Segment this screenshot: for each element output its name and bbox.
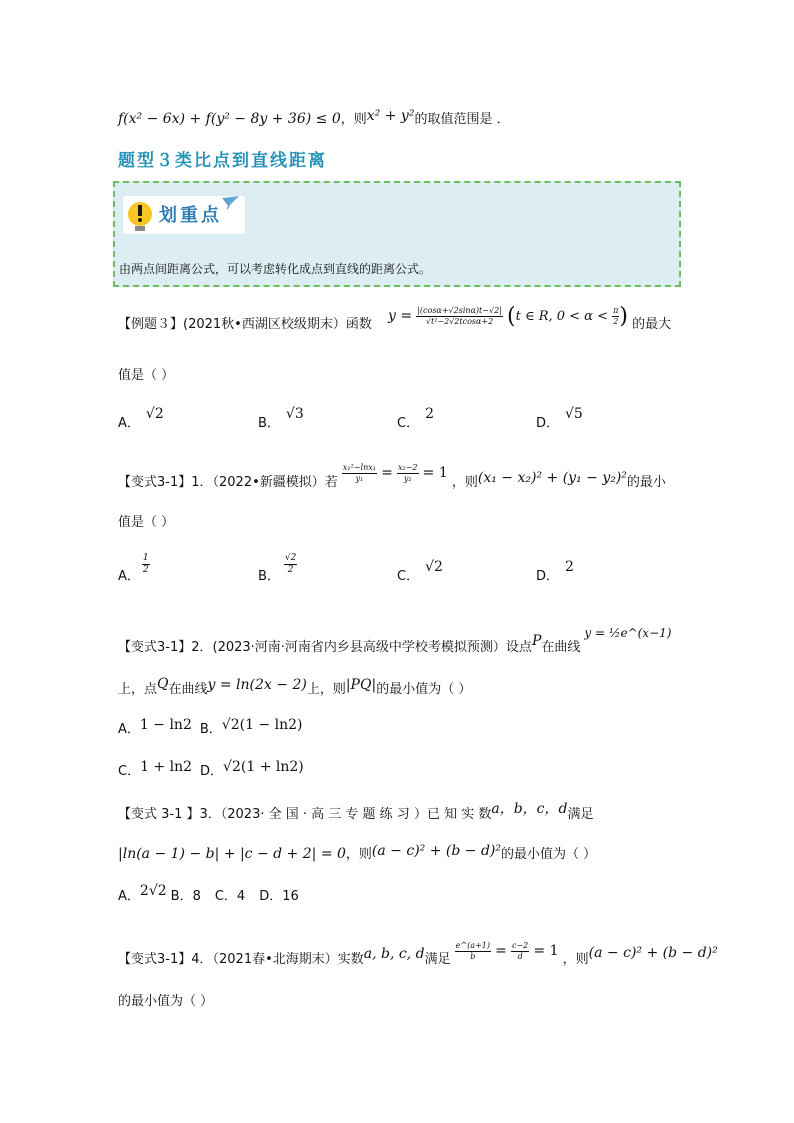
variant4-fraction-2 [511, 941, 529, 962]
variant2-text-b: 在曲线 [168, 682, 208, 697]
sqrt2-half-fraction [284, 553, 297, 576]
key-point-box [113, 181, 681, 287]
variant2-option-c[interactable]: 1 + ln2 [140, 759, 193, 775]
variant4-fraction-1 [455, 941, 491, 962]
variant1-option-d[interactable] [536, 559, 574, 584]
pi-numerator: π [613, 306, 619, 315]
variant1-line2: 值是（ ） [118, 515, 175, 530]
variant1-option-b[interactable] [258, 553, 297, 588]
equals-sign: = [381, 465, 393, 481]
fraction-denominator: 2 [287, 565, 294, 575]
variant4-prefix: 【变式3-1】4．（2021春•北海期末）实数 [118, 952, 364, 967]
example3-prefix: 【例题３】(2021秋•西湖区校级期末）函数 [118, 317, 372, 332]
variant3-option-b[interactable]: B．8 [170, 889, 201, 904]
variant3-option-c[interactable]: C．4 [214, 889, 246, 904]
variant3-options [118, 885, 299, 904]
prev-expression: f(x² − 6x) + f(y² − 8y + 36) ≤ 0 [118, 111, 341, 127]
example3-option-b[interactable] [258, 406, 304, 431]
example3-suffix: 的最大 [632, 317, 672, 332]
example3-option-d[interactable] [536, 406, 583, 431]
example3-condition: t ∈ R, 0 < α < [515, 309, 608, 324]
fraction-numerator: √2 [284, 553, 297, 563]
variant3-vars: a，b，c，d [491, 801, 568, 817]
prev-text-end: 的取值范围是 ． [414, 112, 510, 127]
variant3-line1 [118, 803, 593, 823]
pi-denominator: 2 [613, 317, 619, 326]
fraction-numerator: e^(a+1) [455, 941, 490, 950]
variant2-text-c: 上，则 [306, 682, 346, 697]
fraction-numerator: x₁²−lnx₁ [342, 463, 376, 472]
variant1-expression: (x₁ − x₂)² + (y₁ − y₂)² [477, 470, 627, 486]
variant2-mid: 在曲线 [541, 640, 581, 655]
option-label: C． [397, 416, 420, 431]
equals-one: = 1 [422, 465, 448, 481]
example3-numerator: |(cosα+√2sinα)t−√2| [417, 306, 502, 315]
variant2-options-row1 [118, 718, 302, 737]
variant1-fraction-1 [342, 463, 377, 484]
example3-option-a[interactable] [118, 406, 164, 431]
variant2-line2 [118, 678, 471, 697]
option-value: √5 [565, 406, 583, 422]
variant1-line1 [118, 463, 666, 493]
variant4-expression: (a − c)² + (b − d)² [588, 945, 718, 961]
variant3-suffix: 满足 [567, 807, 594, 822]
variant3-option-a[interactable]: 2√2 [139, 883, 167, 899]
option-label: A． [118, 889, 140, 904]
key-point-badge-label: 划重点 [159, 205, 222, 226]
example3-denominator: √t²−2√2tcosα+2 [425, 317, 494, 326]
curve-1: y = ½e^(x−1) [584, 626, 672, 640]
one-half-fraction [142, 553, 150, 576]
fraction-numerator: x₂−2 [397, 463, 418, 472]
example3-option-c[interactable] [397, 406, 434, 431]
option-value: √2 [425, 559, 443, 575]
fraction-denominator: 2 [142, 565, 149, 575]
variant2-option-b[interactable]: √2(1 − ln2) [221, 717, 303, 733]
variant4-vars: a, b, c, d [363, 946, 425, 962]
variant2-text-a: 上，点 [118, 682, 158, 697]
prev-text-mid: ，则 [340, 112, 367, 127]
option-value: 2 [425, 406, 434, 422]
variant1-fraction-2 [397, 463, 419, 484]
fraction-numerator: c−2 [512, 941, 529, 950]
variant4-mid2: ，则 [562, 952, 589, 967]
variant2-line1 [118, 626, 672, 655]
variant3-condition: |ln(a − 1) − b| + |c − d + 2| = 0 [118, 846, 346, 862]
option-label: A． [118, 722, 140, 737]
variant3-mid: ，则 [345, 847, 372, 862]
variant2-prefix: 【变式3-1】2．(2023·河南·河南省内乡县高级中学校考模拟预测）设点 [118, 640, 532, 655]
prev-expression-2: x² + y² [366, 108, 415, 124]
variant1-suffix: 的最小 [626, 475, 666, 490]
example3-line2: 值是（ ） [118, 368, 175, 383]
point-q: Q [157, 676, 169, 692]
fraction-denominator: y₂ [403, 474, 412, 483]
variant3-end: 的最小值为（ ） [501, 847, 597, 862]
prev-question-line [118, 108, 510, 127]
variant2-options-row2 [118, 760, 304, 779]
variant4-line2: 的最小值为（ ） [118, 994, 214, 1009]
example3-line1: 【例题３】(2021秋•西湖区校级期末）函数 y = $\frac{|(\cos\alpha+√2\sin\alpha)t-√2|}{\text{√t²−2√2tcosα+2}}$ (t ∈ R, 0 < α < $\frac{\pi}{2}$ ) 的最大 [118, 304, 672, 332]
option-label: B． [199, 722, 222, 737]
variant3-expression: (a − c)² + (b − d)² [371, 843, 501, 859]
variant1-prefix: 【变式3-1】1．（2022•新疆模拟）若 [118, 475, 338, 490]
option-label: D． [200, 764, 224, 779]
variant1-mid: ，则 [451, 475, 478, 490]
fraction-denominator: b [470, 952, 476, 961]
option-label: A． [118, 569, 140, 584]
variant3-line2 [118, 843, 596, 862]
option-label: C． [397, 569, 420, 584]
option-value: 2 [565, 559, 574, 575]
option-label: D． [536, 416, 560, 431]
variant3-option-d[interactable]: D．16 [259, 889, 299, 904]
variant2-text-d: 的最小值为（ ） [376, 682, 472, 697]
point-p: P [531, 633, 542, 649]
fraction-denominator: y₁ [355, 474, 364, 483]
example3-fraction [416, 306, 503, 327]
option-label: B． [258, 416, 280, 431]
option-label: A． [118, 416, 140, 431]
variant2-option-d[interactable]: √2(1 + ln2) [223, 759, 304, 775]
variant3-prefix: 【变式 3-1 】3．（2023· 全 国 · 高 三 专 题 练 习 ）已 知 实 数 [118, 807, 492, 822]
variant4-line1: 【变式3-1】4．（2021春•北海期末）实数a, b, c, d满足 $\frac{e\^{}(a+1)}{b}$ = $\frac{c-2}{d}$ = 1 ，则(a − c)² + (b − d)² [118, 941, 718, 967]
example3-lhs: y = [387, 308, 413, 324]
option-label: D． [536, 569, 560, 584]
variant2-option-a[interactable]: 1 − ln2 [139, 717, 192, 733]
fraction-numerator: 1 [142, 553, 149, 563]
option-value: √3 [285, 406, 304, 422]
variant4-mid: 满足 [424, 952, 451, 967]
option-label: B． [258, 569, 280, 584]
equals-one: = 1 [533, 943, 559, 959]
key-point-text: 由两点间距离公式，可以考虑转化成点到直线的距离公式。 [119, 262, 432, 276]
curve-2: y = ln(2x − 2) [207, 677, 307, 693]
variant1-option-a[interactable] [118, 553, 150, 588]
section-heading: 题型３类比点到直线距离 [118, 151, 327, 171]
option-label: C． [118, 764, 141, 779]
fraction-denominator: d [517, 952, 523, 961]
variant1-option-c[interactable] [397, 559, 443, 584]
distance-pq: |PQ| [345, 677, 377, 693]
option-value: √2 [145, 406, 164, 422]
